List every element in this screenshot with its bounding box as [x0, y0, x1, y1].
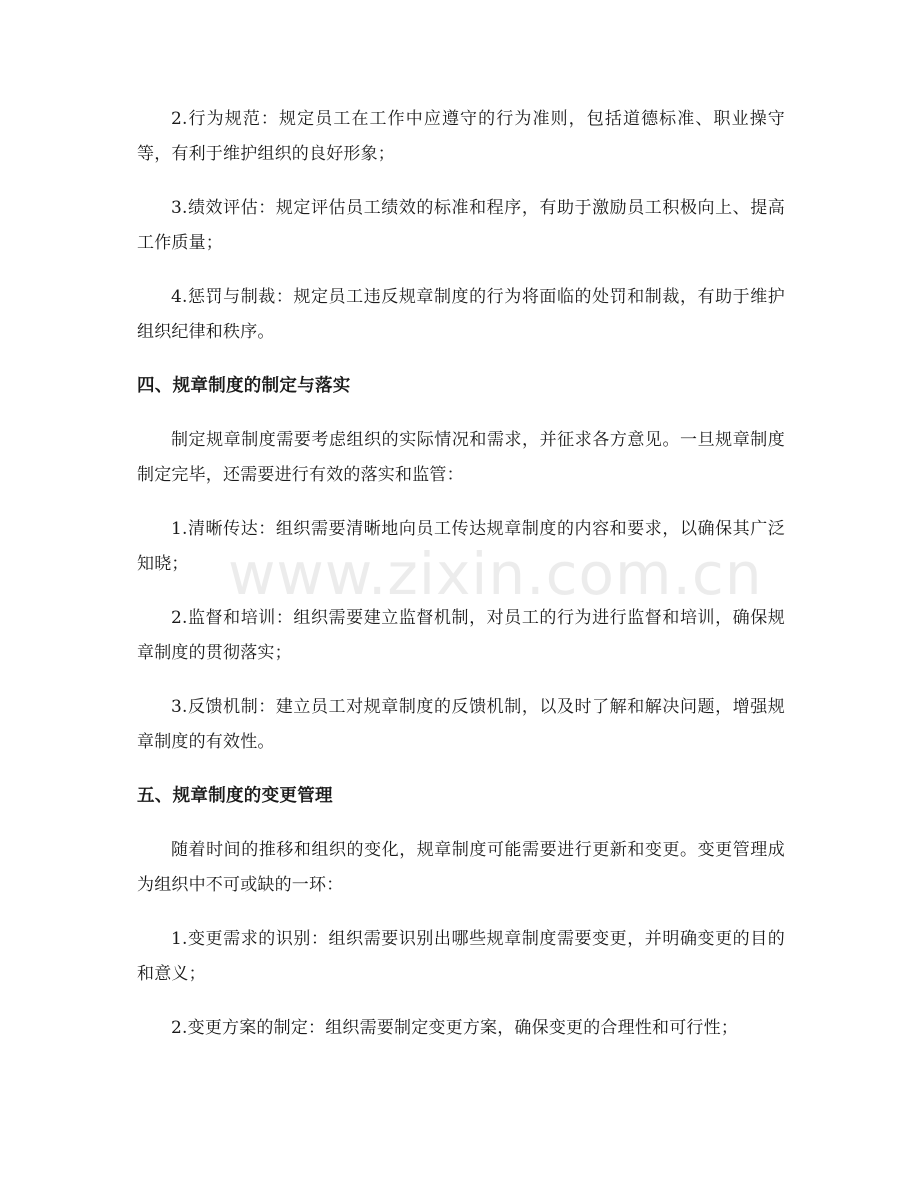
paragraph-behavior-norms: 2.行为规范：规定员工在工作中应遵守的行为准则，包括道德标准、职业操守等，有利于维护组织的良好形象； [137, 109, 785, 164]
paragraph-punishment-sanction: 4.惩罚与制裁：规定员工违反规章制度的行为将面临的处罚和制裁，有助于维护组织纪律和秩序。 [137, 287, 785, 342]
document-body [137, 102, 785, 1065]
paragraph-change-intro: 随着时间的推移和组织的变化，规章制度可能需要进行更新和变更。变更管理成为组织中不可或缺的一环： [137, 840, 785, 895]
section-heading-formulation: 四、规章制度的制定与落实 [137, 376, 351, 396]
section-heading-change-management: 五、规章制度的变更管理 [137, 786, 333, 806]
paragraph-change-identification: 1.变更需求的识别：组织需要识别出哪些规章制度需要变更，并明确变更的目的和意义； [137, 929, 785, 984]
paragraph-clear-communication: 1.清晰传达：组织需要清晰地向员工传达规章制度的内容和要求，以确保其广泛知晓； [137, 519, 785, 574]
paragraph-performance-evaluation: 3.绩效评估：规定评估员工绩效的标准和程序，有助于激励员工积极向上、提高工作质量； [137, 198, 785, 253]
paragraph-change-plan: 2.变更方案的制定：组织需要制定变更方案，确保变更的合理性和可行性； [171, 1018, 739, 1038]
paragraph-feedback-mechanism: 3.反馈机制：建立员工对规章制度的反馈机制，以及时了解和解决问题，增强规章制度的有效性。 [137, 697, 785, 752]
paragraph-formulation-intro: 制定规章制度需要考虑组织的实际情况和需求，并征求各方意见。一旦规章制度制定完毕，还需要进行有效的落实和监管： [137, 430, 785, 485]
watermark-text: www.zixin.com.cn [228, 540, 763, 608]
paragraph-supervision-training: 2.监督和培训：组织需要建立监督机制，对员工的行为进行监督和培训，确保规章制度的贯彻落实； [137, 608, 785, 663]
